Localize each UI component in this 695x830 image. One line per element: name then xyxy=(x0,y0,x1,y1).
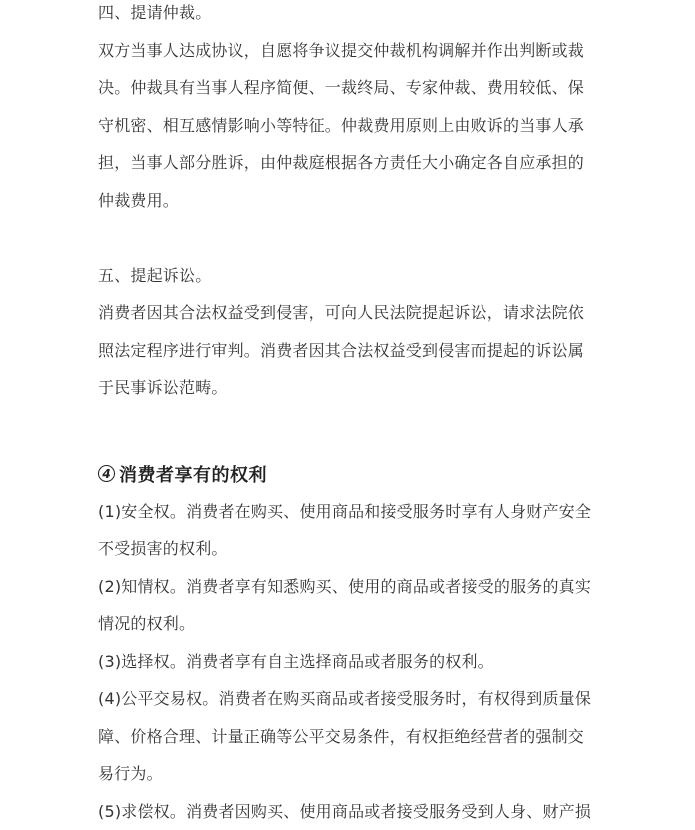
section-title-arbitration: 四、提请仲裁。 xyxy=(98,0,603,32)
rights-line: 情况的权利。 xyxy=(98,605,603,643)
paragraph-line: 于民事诉讼范畴。 xyxy=(98,369,603,407)
paragraph-line: 仲裁费用。 xyxy=(98,182,603,220)
rights-heading xyxy=(98,455,603,493)
paragraph-line: 照法定程序进行审判。消费者因其合法权益受到侵害而提起的诉讼属 xyxy=(98,332,603,370)
rights-line: (2)知情权。消费者享有知悉购买、使用的商品或者接受的服务的真实 xyxy=(98,568,603,606)
rights-line: (1)安全权。消费者在购买、使用商品和接受服务时享有人身财产安全 xyxy=(98,493,603,531)
rights-line: 易行为。 xyxy=(98,755,603,793)
paragraph-line: 担，当事人部分胜诉，由仲裁庭根据各方责任大小确定各自应承担的 xyxy=(98,144,603,182)
rights-line: (4)公平交易权。消费者在购买商品或者接受服务时，有权得到质量保 xyxy=(98,680,603,718)
paragraph-line: 消费者因其合法权益受到侵害，可向人民法院提起诉讼，请求法院依 xyxy=(98,294,603,332)
paragraph-line: 双方当事人达成协议，自愿将争议提交仲裁机构调解并作出判断或裁 xyxy=(98,32,603,70)
rights-line: (5)求偿权。消费者因购买、使用商品或者接受服务受到人身、财产损 xyxy=(98,793,603,830)
paragraph-line: 决。仲裁具有当事人程序简便、一裁终局、专家仲裁、费用较低、保 xyxy=(98,69,603,107)
spacer xyxy=(98,219,603,257)
paragraph-line: 守机密、相互感情影响小等特征。仲裁费用原则上由败诉的当事人承 xyxy=(98,107,603,145)
rights-line: (3)选择权。消费者享有自主选择商品或者服务的权利。 xyxy=(98,643,603,681)
rights-line: 障、价格合理、计量正确等公平交易条件，有权拒绝经营者的强制交 xyxy=(98,718,603,756)
article-body xyxy=(98,0,603,830)
rights-heading-title: 消费者享有的权利 xyxy=(119,461,267,487)
spacer xyxy=(98,407,603,455)
section-title-litigation: 五、提起诉讼。 xyxy=(98,257,603,295)
rights-line: 不受损害的权利。 xyxy=(98,530,603,568)
circled-number-icon: 4 xyxy=(98,465,115,482)
